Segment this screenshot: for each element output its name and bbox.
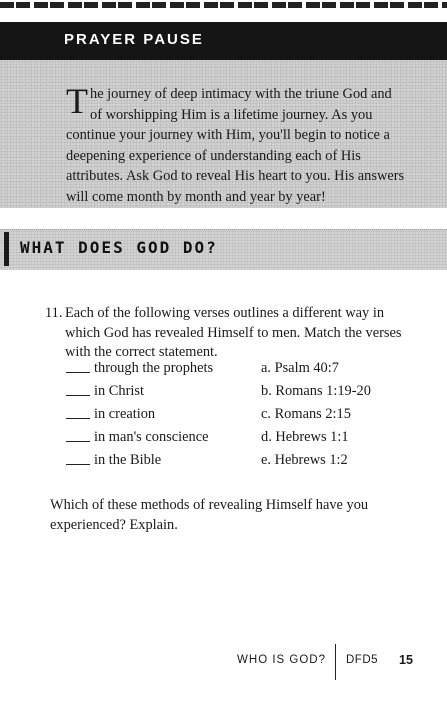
answer-blank[interactable]	[66, 452, 90, 465]
match-statement: through the prophets	[94, 360, 214, 376]
prayer-pause-header	[0, 22, 447, 60]
match-verse: b. Romans 1:19-20	[261, 383, 371, 399]
answer-blank[interactable]	[66, 383, 90, 396]
matching-list	[66, 359, 411, 474]
match-statement: in the Bible	[94, 452, 162, 468]
prayer-pause-body: he journey of deep intimacy with the triune God and of worshipping Him is a lifetime journey. As you continue your journey with Him, you'll begin to notice a deepening experience of understanding each of His attributes. Ask God to reveal His heart to you. His answers will come month by month and year by year!	[66, 86, 405, 205]
top-decorative-rule	[0, 2, 447, 8]
page-footer	[0, 644, 427, 680]
match-statement: in man's conscience	[94, 429, 209, 445]
match-statement: in Christ	[94, 383, 144, 399]
prayer-pause-heading: PRAYER PAUSE	[64, 31, 204, 48]
followup-question: Which of these methods of revealing Himself have you experienced? Explain.	[50, 497, 369, 534]
prayer-pause-text	[66, 81, 406, 208]
match-verse: d. Hebrews 1:1	[261, 429, 349, 445]
match-verse: a. Psalm 40:7	[261, 360, 339, 376]
match-row	[66, 382, 411, 405]
question-text: Each of the following verses outlines a different way in which God has revealed Himself to men. Match the verses with the correct statement.	[65, 305, 402, 361]
question-number: 11.	[45, 305, 63, 321]
match-verse: e. Hebrews 1:2	[261, 452, 348, 468]
match-row	[66, 428, 411, 451]
footer-code: DFD5	[346, 654, 379, 666]
footer-divider	[335, 644, 336, 680]
match-row	[66, 359, 411, 382]
section-accent-bar	[4, 232, 9, 266]
question-11	[45, 304, 410, 363]
match-row	[66, 451, 411, 474]
section-title: WHAT DOES GOD DO?	[20, 238, 218, 257]
answer-blank[interactable]	[66, 429, 90, 442]
drop-cap: T	[66, 81, 88, 121]
match-statement: in creation	[94, 406, 156, 422]
match-verse: c. Romans 2:15	[261, 406, 351, 422]
page-number: 15	[399, 653, 413, 667]
answer-blank[interactable]	[66, 360, 90, 373]
answer-blank[interactable]	[66, 406, 90, 419]
match-row	[66, 405, 411, 428]
footer-title: WHO IS GOD?	[237, 654, 326, 666]
